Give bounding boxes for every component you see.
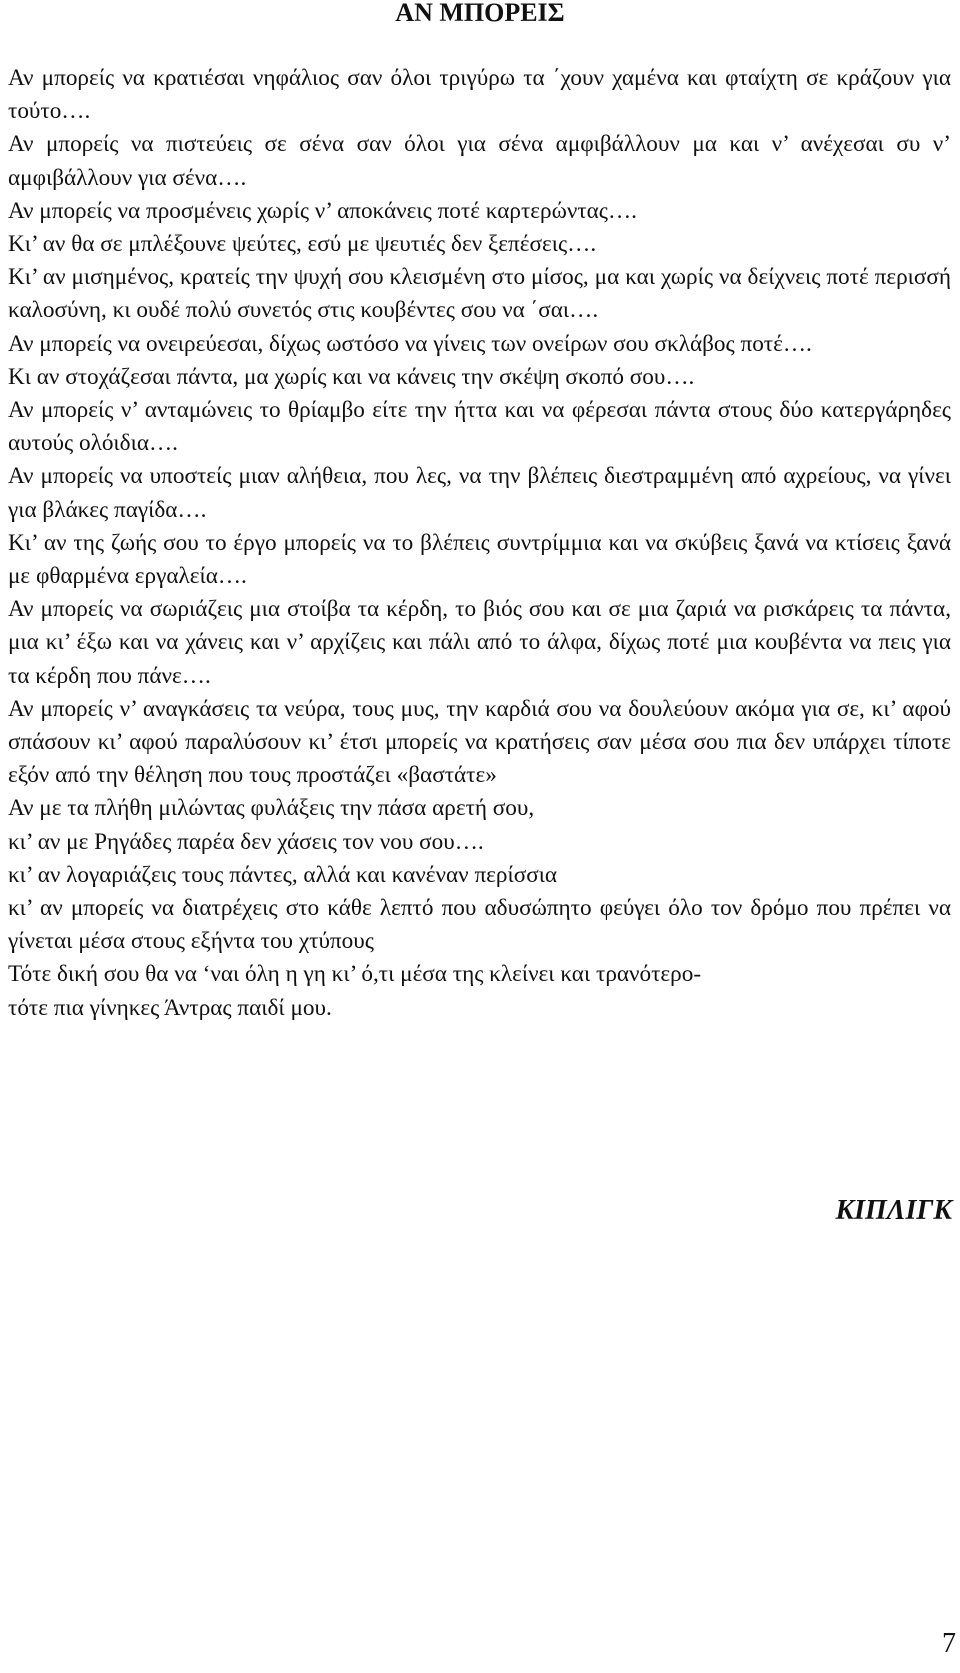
- poem-body: [8, 62, 951, 1025]
- poem-line: Αν μπορείς να υποστείς μιαν αλήθεια, που λες, να την βλέπεις διεστραμμένη από αχρείους, να γίνει για βλάκες παγίδα….: [8, 463, 951, 523]
- poem-line: Αν μπορείς να σωριάζεις μια στοίβα τα κέρδη, το βιός σου και σε μια ζαριά να ρισκάρεις τα πάντα, μια κι’ έξω και να χάνεις και ν’ αρχίζεις και πάλι από το άλφα, δίχως ποτέ μια κουβέντα να πεις για τα κέρδη που πάνε….: [8, 596, 951, 689]
- poem-line: Αν μπορείς να πιστεύεις σε σένα σαν όλοι για σένα αμφιβάλλουν μα και ν’ ανέχεσαι συ ν’ αμφιβάλλουν για σένα….: [8, 131, 951, 191]
- poem-line: τότε πια γίνηκες Άντρας παιδί μου.: [8, 994, 332, 1021]
- poem-line: Αν μπορείς να προσμένεις χωρίς ν’ αποκάνεις ποτέ καρτερώντας….: [8, 197, 637, 224]
- poem-line: κι’ αν μπορείς να διατρέχεις στο κάθε λεπτό που αδυσώπητο φεύγει όλο τον δρόμο που πρέπει να γίνεται μέσα στους εξήντα του χτύπους: [8, 895, 951, 955]
- poem-line: Τότε δική σου θα να ‘ναι όλη η γη κι’ ό,τι μέσα της κλείνει και τρανότερο-: [8, 961, 702, 988]
- poem-author: ΚΙΠΛΙΓΚ: [835, 1195, 952, 1226]
- poem-line: Αν μπορείς ν’ ανταμώνεις το θρίαμβο είτε την ήττα και να φέρεσαι πάντα στους δύο κατεργάρηδες αυτούς ολόιδια….: [8, 397, 951, 457]
- poem-title: ΑΝ ΜΠΟΡΕΙΣ: [395, 0, 565, 27]
- poem-line: κι’ αν λογαριάζεις τους πάντες, αλλά και κανέναν περίσσια: [8, 861, 558, 888]
- poem-line: Κι’ αν μισημένος, κρατείς την ψυχή σου κλεισμένη στο μίσος, μα και χωρίς να δείχνεις ποτέ περισσή καλοσύνη, κι ουδέ πολύ συνετός στις κουβέντες σου να ΄σαι….: [8, 264, 951, 324]
- poem-line: Κι αν στοχάζεσαι πάντα, μα χωρίς και να κάνεις την σκέψη σκοπό σου….: [8, 363, 695, 390]
- poem-line: Αν μπορείς να κρατιέσαι νηφάλιος σαν όλοι τριγύρω τα ΄χουν χαμένα και φταίχτη σε κράζουν για τούτο….: [8, 65, 951, 125]
- poem-line: κι’ αν με Ρηγάδες παρέα δεν χάσεις τον νου σου….: [8, 828, 484, 855]
- poem-line: Κι’ αν θα σε μπλέξουνε ψεύτες, εσύ με ψευτιές δεν ξεπέσεις….: [8, 231, 597, 258]
- page-number: 7: [942, 1628, 956, 1659]
- poem-line: Αν μπορείς να ονειρεύεσαι, δίχως ωστόσο να γίνεις των ονείρων σου σκλάβος ποτέ….: [8, 330, 812, 357]
- poem-line: Αν με τα πλήθη μιλώντας φυλάξεις την πάσα αρετή σου,: [8, 795, 535, 822]
- poem-line: Αν μπορείς ν’ αναγκάσεις τα νεύρα, τους μυς, την καρδιά σου να δουλεύουν ακόμα για σε, κι’ αφού σπάσουν κι’ αφού παραλύσουν κι’ έτσι μπορείς να κρατήσεις σαν μέσα σου πια δεν υπάρχει τίποτε εξόν από την θέληση που τους προστάζει «βαστάτε»: [8, 695, 951, 789]
- poem-line: Κι’ αν της ζωής σου το έργο μπορείς να το βλέπεις συντρίμμια και να σκύβεις ξανά να κτίσεις ξανά με φθαρμένα εργαλεία….: [8, 529, 951, 590]
